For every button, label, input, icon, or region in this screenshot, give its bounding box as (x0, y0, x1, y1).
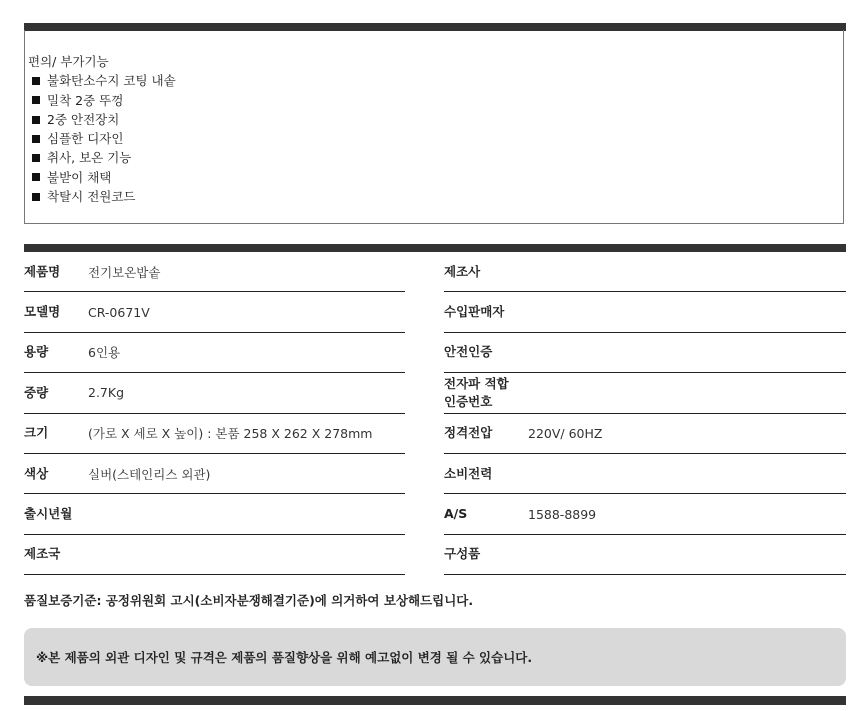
spec-label: 전자파 적합 인증번호 (444, 375, 509, 409)
spec-row (444, 373, 846, 413)
warranty-notice: 품질보증기준: 공정위원회 고시(소비자분쟁해결기준)에 의거하여 보상해드립니다. (24, 593, 474, 608)
spec-label: 구성품 (444, 546, 481, 562)
spec-row (24, 454, 405, 494)
feature-item: 밀착 2중 뚜껑 (28, 91, 843, 110)
square-bullet-icon (32, 116, 40, 124)
feature-item: 심플한 디자인 (28, 129, 843, 148)
spec-label: 모델명 (24, 304, 61, 320)
spec-row (24, 414, 405, 454)
feature-item: 착탈시 전원코드 (28, 187, 843, 206)
spec-label: 수입판매자 (444, 304, 505, 320)
spec-row (444, 454, 846, 494)
spec-label: 중량 (24, 384, 49, 400)
spec-row (444, 292, 846, 332)
spec-value: 6인용 (88, 345, 121, 361)
spec-value: 2.7Kg (88, 385, 125, 401)
square-bullet-icon (32, 96, 40, 104)
spec-row (24, 494, 405, 534)
spec-value: 실버(스테인리스 외관) (88, 466, 211, 482)
spec-table-right (444, 252, 846, 575)
spec-label: A/S (444, 506, 468, 522)
bottom-divider-bar (24, 696, 846, 705)
spec-label: 크기 (24, 425, 49, 441)
spec-label: 소비전력 (444, 465, 493, 481)
spec-value: 전기보온밥솥 (88, 264, 161, 280)
spec-label: 정격전압 (444, 425, 493, 441)
spec-value: (가로 X 세로 X 높이) : 본품 258 X 262 X 278mm (88, 426, 373, 442)
spec-value: CR-0671V (88, 304, 150, 320)
spec-row (444, 333, 846, 373)
feature-item: 불화탄소수지 코팅 내솥 (28, 71, 843, 90)
spec-label: 출시년월 (24, 506, 73, 522)
spec-label: 용량 (24, 344, 49, 360)
spec-row (444, 535, 846, 575)
spec-label: 제품명 (24, 263, 61, 279)
design-change-notice-box (24, 628, 846, 686)
spec-row (444, 252, 846, 292)
square-bullet-icon (32, 77, 40, 85)
spec-label: 제조사 (444, 263, 481, 279)
spec-row (444, 494, 846, 534)
square-bullet-icon (32, 193, 40, 201)
square-bullet-icon (32, 154, 40, 162)
spec-row (24, 373, 405, 413)
spec-table-left (24, 252, 405, 575)
spec-label: 제조국 (24, 546, 61, 562)
feature-item: 2중 안전장치 (28, 110, 843, 129)
spec-row (24, 252, 405, 292)
square-bullet-icon (32, 173, 40, 181)
spec-label: 색상 (24, 465, 49, 481)
spec-value: 1588-8899 (528, 506, 597, 522)
spec-table-top-bar (24, 244, 846, 252)
spec-row (24, 333, 405, 373)
spec-row (24, 292, 405, 332)
square-bullet-icon (32, 135, 40, 143)
spec-label: 안전인증 (444, 344, 493, 360)
spec-value: 220V/ 60HZ (528, 425, 603, 441)
design-change-notice: ※본 제품의 외관 디자인 및 규격은 제품의 품질향상을 위해 예고없이 변경 될 수 있습니다. (36, 650, 533, 665)
features-heading: 편의/ 부가기능 (28, 54, 109, 69)
feature-item: 취사, 보온 기능 (28, 148, 843, 167)
features-box (24, 30, 844, 224)
feature-item: 불받이 채택 (28, 168, 843, 187)
spec-row (444, 414, 846, 454)
spec-row (24, 535, 405, 575)
